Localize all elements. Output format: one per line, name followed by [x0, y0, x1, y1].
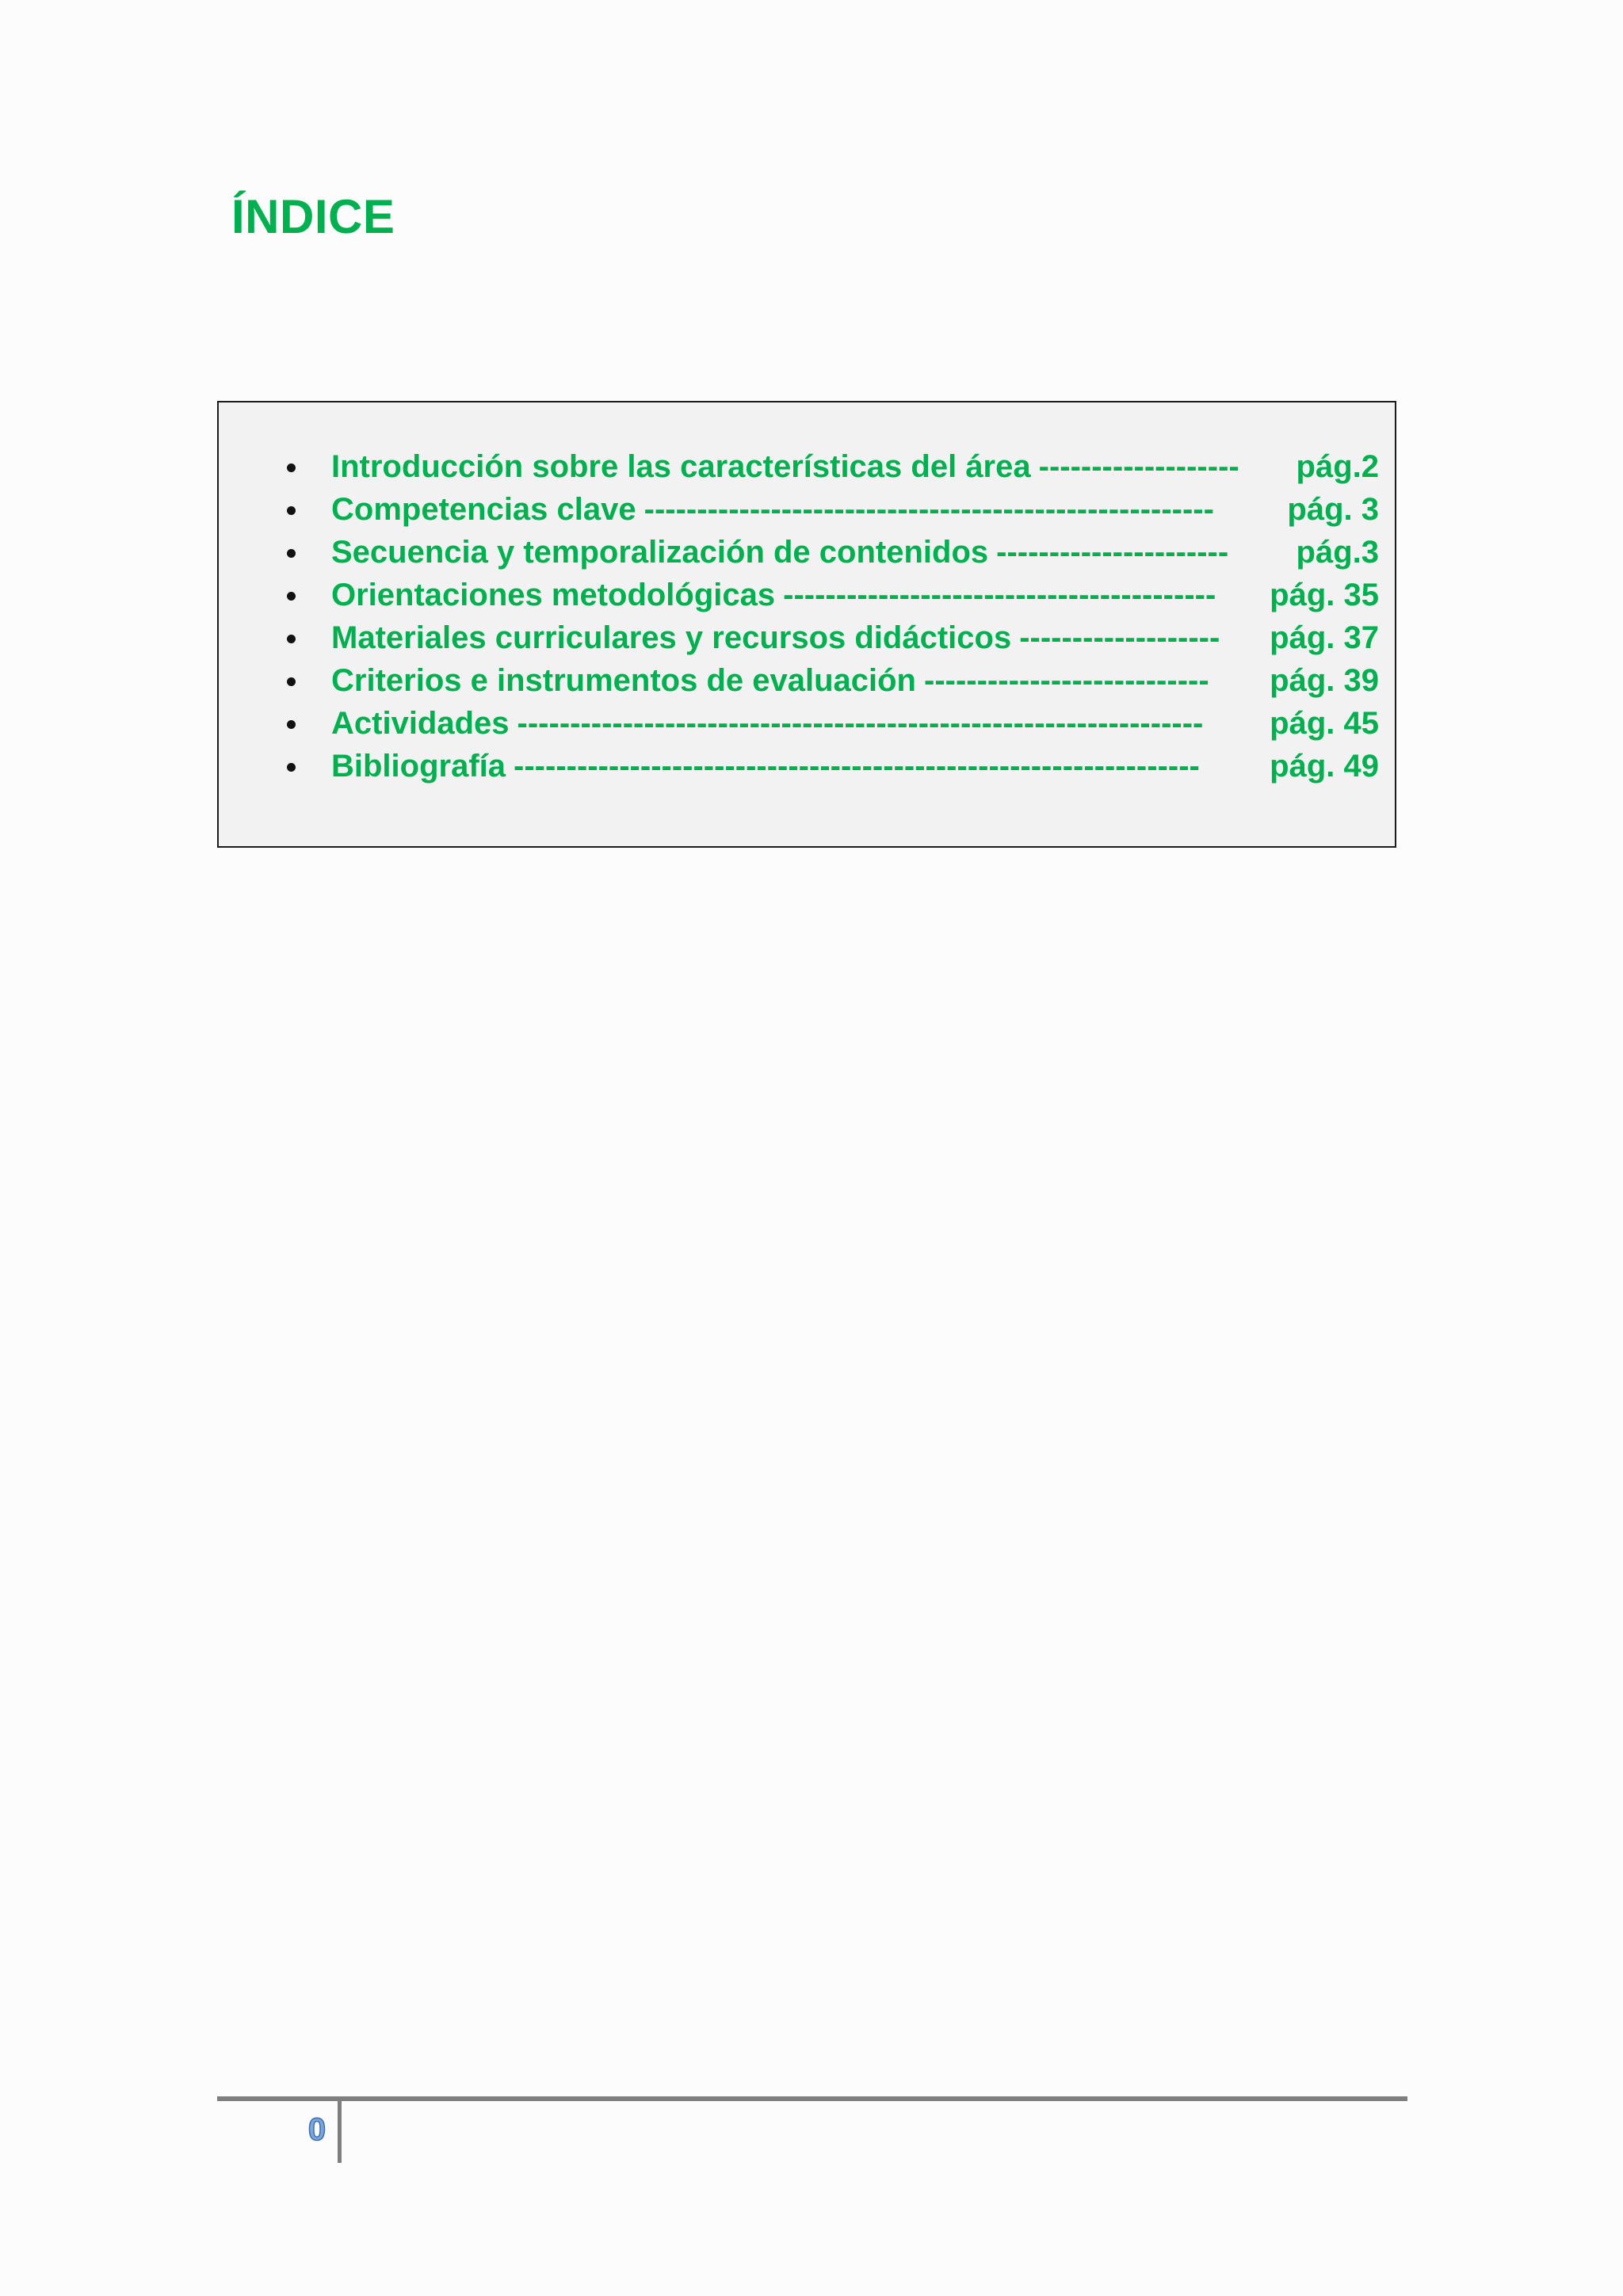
toc-item-leader: --------------------------- — [924, 663, 1209, 698]
toc-item-page: pág. 37 — [1270, 620, 1379, 655]
bullet-icon — [287, 506, 296, 515]
toc-item-leader: ------------------------------------------------------ — [643, 492, 1214, 527]
toc-item-leader: ---------------------- — [996, 535, 1229, 570]
bullet-icon — [287, 763, 296, 772]
toc-item-page: pág. 45 — [1270, 706, 1379, 741]
toc-item-leader: ------------------- — [1038, 449, 1239, 484]
footer-divider — [217, 2096, 1407, 2101]
toc-item-leader: ------------------- — [1019, 620, 1220, 655]
toc-item-title: Secuencia y temporalización de contenidos — [331, 535, 989, 570]
toc-item-page: pág. 35 — [1270, 578, 1379, 612]
table-of-contents — [217, 401, 1396, 848]
toc-item-title: Criterios e instrumentos de evaluación — [331, 663, 916, 698]
toc-item-leader: ----------------------------------------------------------------- — [517, 706, 1204, 741]
toc-item — [219, 488, 1395, 531]
bullet-icon — [287, 635, 296, 643]
toc-item-page: pág.3 — [1296, 535, 1379, 570]
toc-item-leader: ----------------------------------------- — [783, 578, 1216, 612]
footer-vertical-divider — [338, 2101, 342, 2163]
toc-item — [219, 702, 1395, 745]
toc-item-title: Bibliografía — [331, 749, 506, 784]
toc-item-page: pág.2 — [1296, 449, 1379, 484]
toc-item — [219, 445, 1395, 488]
toc-item — [219, 659, 1395, 702]
page-number: 0 — [307, 2112, 327, 2147]
bullet-icon — [287, 549, 296, 558]
toc-item-page: pág. 3 — [1287, 492, 1379, 527]
toc-item-title: Materiales curriculares y recursos didácticos — [331, 620, 1012, 655]
bullet-icon — [287, 463, 296, 472]
toc-item — [219, 616, 1395, 659]
toc-item — [219, 745, 1395, 788]
page-title: ÍNDICE — [231, 190, 395, 243]
toc-item-title: Actividades — [331, 706, 510, 741]
bullet-icon — [287, 592, 296, 601]
toc-item-title: Introducción sobre las características del área — [331, 449, 1031, 484]
toc-item — [219, 574, 1395, 616]
toc-item-page: pág. 39 — [1270, 663, 1379, 698]
toc-item-title: Competencias clave — [331, 492, 636, 527]
toc-item-title: Orientaciones metodológicas — [331, 578, 776, 612]
toc-item — [219, 531, 1395, 574]
toc-item-leader: ----------------------------------------------------------------- — [514, 749, 1200, 784]
toc-list — [219, 445, 1395, 788]
toc-item-page: pág. 49 — [1270, 749, 1379, 784]
bullet-icon — [287, 677, 296, 686]
bullet-icon — [287, 720, 296, 729]
